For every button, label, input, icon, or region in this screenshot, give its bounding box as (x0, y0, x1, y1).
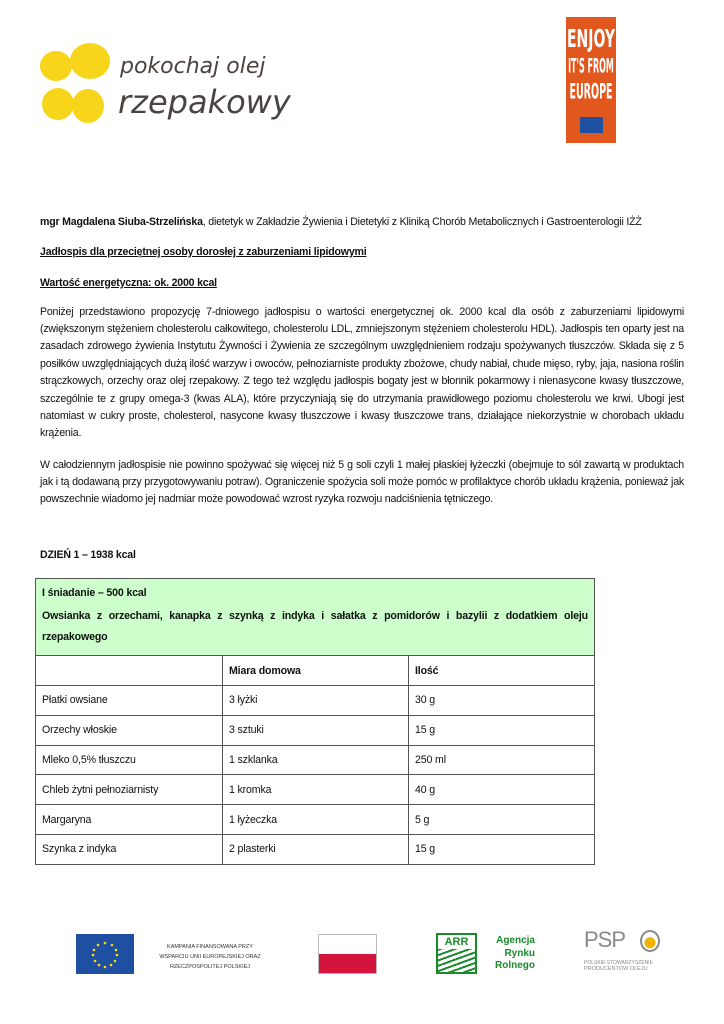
enjoy-line-2: IT'S FROM (568, 55, 614, 78)
enjoy-line-1: ENJOY (566, 25, 616, 54)
document-body (40, 214, 684, 865)
oil-drop-icon (640, 930, 660, 952)
table-row: Mleko 0,5% tłuszczu 1 szklanka 250 ml (36, 745, 595, 775)
psp-line-2: PRODUCENTÓW OLEJU (584, 966, 648, 972)
energy-value: Wartość energetyczna: ok. 2000 kcal (40, 276, 217, 289)
header-cell-product (36, 656, 223, 686)
logo-line-1: pokochaj olej (120, 54, 266, 79)
arr-logo (436, 933, 546, 975)
flower-icon (38, 36, 113, 126)
header-cell-measure: Miara domowa (223, 656, 409, 686)
table-row: Płatki owsiane 3 łyżki 30 g (36, 686, 595, 716)
document-title: Jadłospis dla przeciętnej osoby dorosłej z zaburzeniami lipidowymi (40, 245, 367, 258)
meal-description: Owsianka z orzechami, kanapka z szynką z indyka i sałatka z pomidorów i bazylii z dodatkiem oleju rzepakowego (42, 610, 588, 644)
pokochaj-olej-logo (38, 36, 318, 126)
psp-logo (584, 928, 674, 978)
intro-paragraph: Poniżej przedstawiono propozycję 7-dniowego jadłospisu o wartości energetycznej ok. 2000 kcal dla osób z zaburzeniami lipidowymi (zwiększonym stężeniem cholesterolu całkowitego, cholesterolu LDL, zmniejszonym stężeniem cholesterolu HDL). Jadłospis ten oparty jest na zasadach zdrowego żywienia Instytutu Żywności i Żywienia ze szczególnym uwzględnieniem rodzaju spożywanych tłuszczów. Składa się z 5 posiłków uwzględniających dużą ilość warzyw i owoców, pełnoziarniste produkty zbożowe, chudy nabiał, chude mięso, ryby, jaja, nasiona roślin strączkowych, orzechy oraz olej rzepakowy. Z tego też względu jadłospis bogaty jest w błonnik pokarmowy i nienasycone kwasy tłuszczowe, szczególnie te z grupy omega-3 (kwas ALA), które przyczyniają się do utrzymania prawidłowego poziomu cholesterolu we krwi. Ubogi jest natomiast w cukry proste, cholesterol, nasycone kwasy tłuszczowe i kwasy tłuszczowe trans, działające niekorzystnie w chorobach układu krążenia. (40, 305, 684, 440)
enjoy-europe-logo (566, 17, 616, 143)
polish-flag (318, 934, 377, 974)
psp-line-1: POLSKIE STOWARZYSZENIE (584, 960, 653, 966)
table-row: Chleb żytni pełnoziarnisty 1 kromka 40 g (36, 775, 595, 805)
enjoy-line-3: EUROPE (569, 80, 613, 105)
meal-title: I śniadanie – 500 kcal (42, 587, 147, 600)
logo-line-2: rzepakowy (118, 83, 291, 121)
table-header-row (36, 656, 595, 686)
eu-stars-icon (76, 934, 134, 974)
header-cell-amount: Ilość (409, 656, 595, 686)
table-row: Margaryna 1 łyżeczka 5 g (36, 805, 595, 835)
arr-name: Agencja Rynku Rolnego (495, 935, 535, 971)
day-heading: DZIEŃ 1 – 1938 kcal (40, 549, 136, 562)
author-affiliation: , dietetyk w Zakładzie Żywienia i Dietetyki z Kliniką Chorób Metabolicznych i Gastroenterologii IŻŻ (202, 216, 642, 228)
salt-paragraph: W całodziennym jadłospisie nie powinno spożywać się więcej niż 5 g soli czyli 1 małej płaskiej łyżeczki (obejmuje to sól zawartą w produktach jak i tą dodawaną przy przygotowywaniu potraw). Ograniczenie spożycia soli może pomóc w profilaktyce chorób układu krążenia, ponieważ jak powszechnie wiadomo jej nadmiar może powodować wzrost ryzyka rozwoju nadciśnienia tętniczego. (40, 458, 684, 506)
author-line (40, 214, 684, 231)
eu-flag-logo (76, 934, 134, 974)
table-row: Szynka z indyka 2 plasterki 15 g (36, 835, 595, 865)
arr-abbr: ARR (438, 935, 475, 949)
meal-table (35, 578, 595, 865)
arr-box (436, 933, 477, 974)
psp-abbr: PSP (584, 927, 626, 952)
campaign-text: KAMPANIA FINANSOWANA PRZY WSPARCIU UNII EUROPEJSKIEJ ORAZ RZECZPOSPOLITEJ POLSKIEJ (159, 944, 261, 970)
author-name: mgr Magdalena Siuba-Strzelińska (40, 216, 203, 228)
table-row: Orzechy włoskie 3 sztuki 15 g (36, 715, 595, 745)
eu-flag-icon (580, 117, 603, 133)
